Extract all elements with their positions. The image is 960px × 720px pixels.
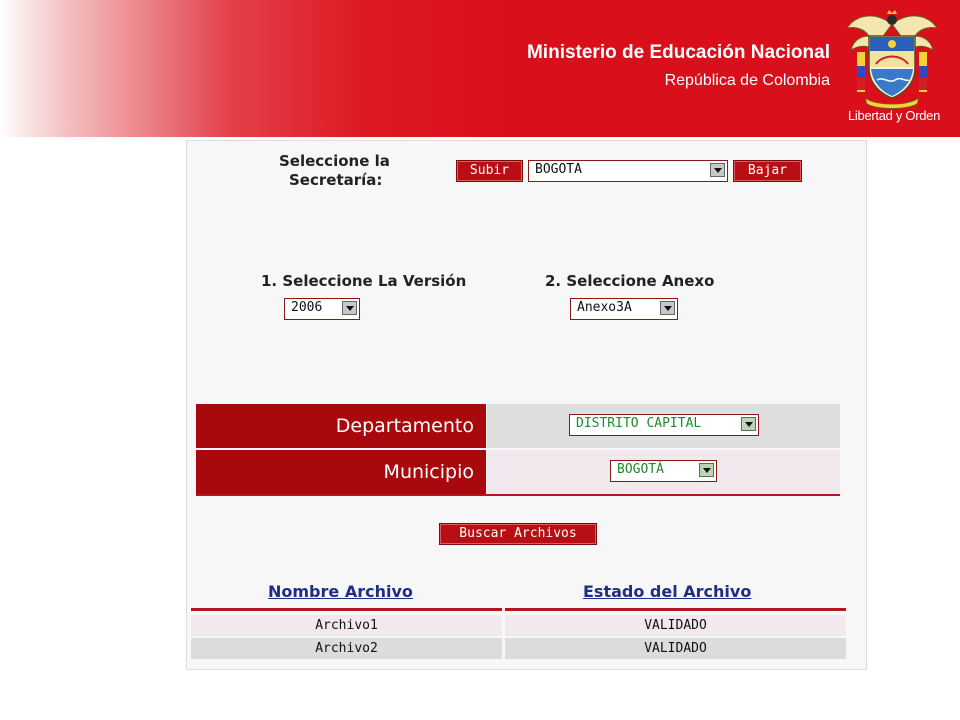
subir-button[interactable]: Subir [456, 160, 523, 182]
table-row-1-status: VALIDADO [505, 615, 846, 636]
secretaria-select[interactable] [528, 160, 728, 182]
chevron-down-icon [342, 301, 357, 315]
table-row-2-name: Archivo2 [191, 638, 502, 659]
table-row-1-name: Archivo1 [191, 615, 502, 636]
table-row-2-status: VALIDADO [505, 638, 846, 659]
secretaria-label-line1: Seleccione la [279, 152, 390, 170]
version-select[interactable] [284, 298, 360, 320]
municipio-select-value: BOGOTÁ [617, 462, 664, 477]
departamento-select[interactable] [569, 414, 759, 436]
chevron-down-icon [699, 463, 714, 477]
municipio-label: Municipio [196, 450, 486, 494]
header-rule-right [505, 608, 846, 611]
coat-of-arms-icon [843, 6, 941, 116]
buscar-archivos-button[interactable]: Buscar Archivos [439, 523, 597, 545]
republic-subtitle: República de Colombia [664, 72, 830, 89]
secretaria-select-value: BOGOTA [535, 162, 582, 177]
anexo-select[interactable] [570, 298, 678, 320]
departamento-label: Departamento [196, 404, 486, 448]
table-bottom-rule [196, 494, 840, 496]
version-label: 1. Seleccione La Versión [261, 272, 467, 290]
chevron-down-icon [660, 301, 675, 315]
version-select-value: 2006 [291, 300, 323, 315]
header-rule-left [191, 608, 502, 611]
estado-archivo-header[interactable]: Estado del Archivo [583, 582, 752, 601]
anexo-select-value: Anexo3A [577, 300, 632, 315]
header-banner [0, 0, 960, 137]
secretaria-label-line2: Secretaría: [289, 171, 383, 189]
departamento-select-value: DISTRITO CAPITAL [576, 416, 702, 431]
bajar-button[interactable]: Bajar [733, 160, 802, 182]
chevron-down-icon [741, 417, 756, 431]
chevron-down-icon [710, 163, 725, 177]
content-panel [186, 140, 867, 670]
anexo-label: 2. Seleccione Anexo [545, 272, 715, 290]
municipio-select[interactable] [610, 460, 717, 482]
ministry-title: Ministerio de Educación Nacional [526, 42, 830, 63]
motto-text: Libertad y Orden [848, 108, 941, 123]
nombre-archivo-header[interactable]: Nombre Archivo [268, 582, 413, 601]
